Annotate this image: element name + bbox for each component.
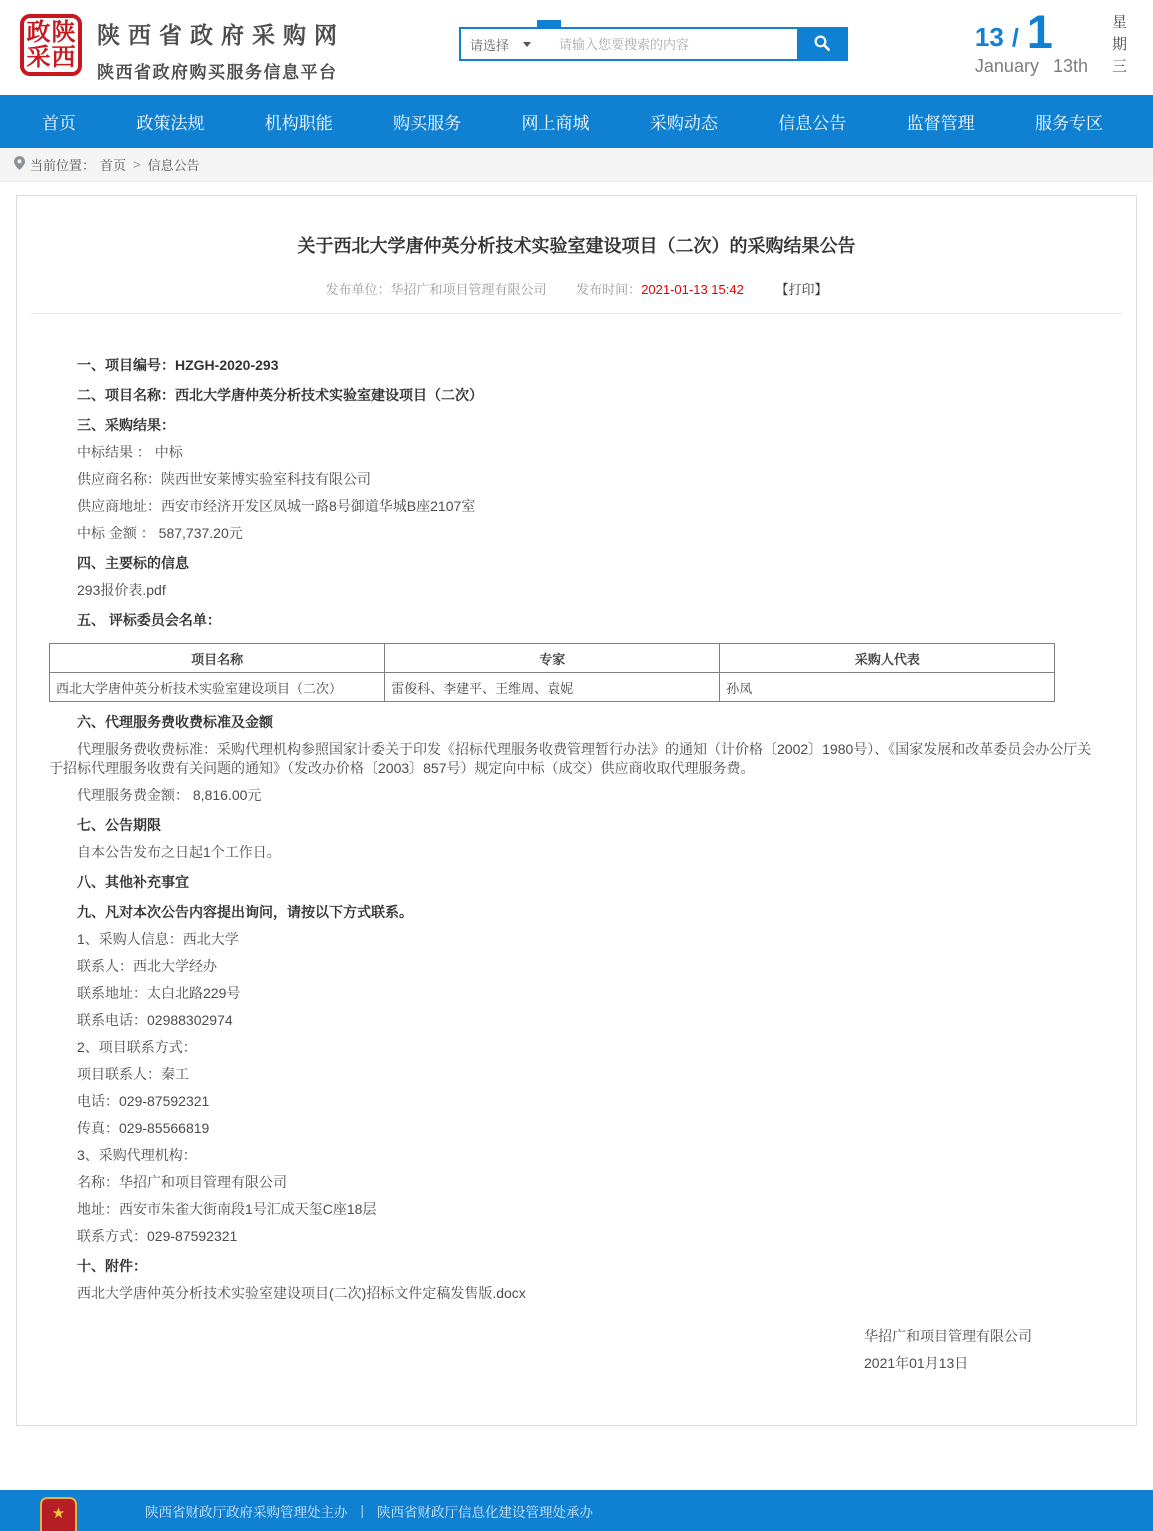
nav-item[interactable]: 购买服务: [393, 114, 462, 133]
site-title: 陕西省政府采购网: [97, 22, 345, 48]
article-title: 关于西北大学唐仲英分析技术实验室建设项目（二次）的采购结果公告: [297, 236, 856, 256]
article-paragraph: 八、其他补充事宜: [77, 874, 189, 890]
table-cell-experts: 雷俊科、李建平、王维周、袁妮: [385, 673, 720, 702]
article-paragraph: 代理服务费收费标准：采购代理机构参照国家计委关于印发《招标代理服务收费管理暂行办法》的通知（计价格〔2002〕1980号）、《国家发展和改革委员会办公厅关于招标代理服务收费有关问题的通知》（发改办价格〔2003〕857号）规定向中标（成交）供应商收取代理服务费。: [49, 741, 1092, 776]
signature-company: 华招广和项目管理有限公司: [864, 1328, 1032, 1344]
publish-time-label: 发布时间：: [576, 282, 642, 297]
nav-item[interactable]: 首页: [42, 114, 76, 133]
article-paragraph: 联系地址：太白北路229号: [77, 985, 241, 1001]
breadcrumb-separator: >: [133, 157, 141, 172]
search-button[interactable]: [797, 29, 846, 59]
search-bar: [459, 27, 848, 61]
site-subtitle: 陕西省政府购买服务信息平台: [97, 63, 338, 82]
article-paragraph: 地址：西安市朱雀大街南段1号汇成天玺C座18层: [77, 1201, 377, 1217]
article-paragraph: 一、项目编号：HZGH-2020-293: [77, 357, 279, 373]
print-button[interactable]: 【打印】: [775, 282, 828, 297]
article-paragraph: 中标结果 ： 中标: [77, 444, 183, 460]
nav-item[interactable]: 服务专区: [1035, 114, 1103, 133]
article-paragraph: 十、附件：: [77, 1258, 147, 1274]
article-paragraph: 五、 评标委员会名单：: [77, 612, 221, 628]
article-paragraph: 中标 金额 ： 587,737.20元: [77, 525, 243, 541]
nav-item[interactable]: 监督管理: [906, 114, 975, 133]
publisher-name: 华招广和项目管理有限公司: [390, 282, 547, 297]
date-month-number: 1: [1026, 5, 1053, 58]
footer-divider: |: [360, 1503, 365, 1518]
nav-item[interactable]: 政策法规: [136, 114, 205, 133]
table-header-cell: 项目名称: [50, 644, 385, 673]
site-logo[interactable]: [20, 14, 82, 76]
article-paragraph: 六、代理服务费收费标准及金额: [77, 714, 273, 730]
evaluation-committee-table: [49, 643, 1055, 702]
breadcrumb-current: 信息公告: [147, 158, 200, 173]
date-day: 13: [974, 22, 1004, 53]
article-paragraph: 自本公告发布之日起1个工作日。: [77, 844, 281, 860]
article-paragraph: 代理服务费金额： 8,816.00元: [77, 787, 262, 803]
table-header-cell: 采购人代表: [720, 644, 1055, 673]
table-header-row: [50, 644, 1055, 673]
logo-char: 采: [26, 43, 51, 71]
article-paragraph: 电话：029-87592321: [77, 1093, 210, 1109]
article-paragraph: 联系方式：029-87592321: [77, 1228, 238, 1244]
signature-block: [864, 1327, 1054, 1373]
search-category-label: 请选择: [470, 37, 510, 53]
article-paragraph: 九、凡对本次公告内容提出询问，请按以下方式联系。: [77, 904, 413, 920]
site-header: [0, 0, 1153, 95]
location-pin-icon: [14, 156, 25, 173]
national-emblem-icon: [40, 1497, 77, 1531]
footer-organizer: 陕西省财政厅信息化建设管理处承办: [377, 1504, 594, 1520]
footer-text: [145, 1501, 593, 1521]
article-paragraph: 293报价表.pdf: [77, 582, 166, 598]
search-input[interactable]: [551, 29, 797, 59]
publish-time-value: 2021-01-13 15:42: [641, 282, 744, 297]
nav-item[interactable]: 信息公告: [778, 114, 847, 133]
date-main: [974, 5, 1088, 80]
breadcrumb-label: 当前位置：: [30, 158, 96, 173]
breadcrumb-home-link[interactable]: 首页: [100, 158, 127, 173]
article-paragraph: 名称：华招广和项目管理有限公司: [77, 1174, 287, 1190]
article-paragraph: 二、项目名称：西北大学唐仲英分析技术实验室建设项目（二次）: [77, 387, 483, 403]
article-paragraph: 联系人：西北大学经办: [77, 958, 217, 974]
table-cell-buyer-rep: 孙凤: [720, 673, 1055, 702]
table-header-cell: 专家: [385, 644, 720, 673]
article-paragraph: 七、公告期限: [77, 817, 161, 833]
search-tab-decoration: [537, 20, 561, 29]
article-paragraph: 1、采购人信息：西北大学: [77, 931, 239, 947]
nav-item[interactable]: 机构职能: [264, 114, 333, 133]
body-before-table: [49, 356, 1104, 630]
article-paragraph: 联系电话：02988302974: [77, 1012, 233, 1028]
site-titles: [97, 17, 345, 83]
article-body: [17, 314, 1136, 1373]
logo-char: 政: [26, 18, 51, 46]
date-widget: [974, 5, 1129, 80]
nav-item[interactable]: 采购动态: [649, 114, 718, 133]
article-paragraph: 传真：029-85566819: [77, 1120, 210, 1136]
date-separator: /: [1011, 24, 1019, 53]
breadcrumb: [0, 148, 1153, 182]
announcement-card: [16, 195, 1137, 1426]
date-day-ordinal: 13th: [1052, 56, 1088, 77]
body-after-table: [49, 713, 1104, 1303]
emblem-star: ★: [51, 1505, 66, 1522]
article-paragraph: 3、采购代理机构：: [77, 1147, 197, 1163]
date-month-name: January: [974, 56, 1039, 77]
site-footer: [0, 1490, 1153, 1531]
article-paragraph: 项目联系人：秦工: [77, 1066, 189, 1082]
nav-item[interactable]: 网上商城: [521, 114, 590, 133]
article-paragraph: 2、项目联系方式：: [77, 1039, 197, 1055]
logo-char: 陕: [51, 18, 76, 46]
search-icon: [813, 34, 831, 55]
article-paragraph: 西北大学唐仲英分析技术实验室建设项目(二次)招标文件定稿发售版.docx: [77, 1285, 526, 1301]
article-paragraph: 三、采购结果：: [77, 417, 175, 433]
main-nav: [0, 95, 1153, 148]
signature-date: 2021年01月13日: [864, 1355, 969, 1371]
footer-host: 陕西省财政厅政府采购管理处主办: [145, 1504, 348, 1520]
logo-char: 西: [51, 43, 76, 71]
article-paragraph: 四、主要标的信息: [77, 555, 189, 571]
search-category-select[interactable]: [461, 29, 551, 59]
table-cell-project: 西北大学唐仲英分析技术实验室建设项目（二次）: [50, 673, 385, 702]
caret-down-icon: [523, 42, 531, 47]
article-paragraph: 供应商地址：西安市经济开发区凤城一路8号御道华城B座2107室: [77, 498, 476, 514]
table-row: [50, 673, 1055, 702]
article-meta: [17, 279, 1136, 298]
date-weekday: 星期三: [1110, 14, 1127, 80]
article-paragraph: 供应商名称：陕西世安莱博实验室科技有限公司: [77, 471, 371, 487]
publisher-label: 发布单位：: [325, 282, 391, 297]
